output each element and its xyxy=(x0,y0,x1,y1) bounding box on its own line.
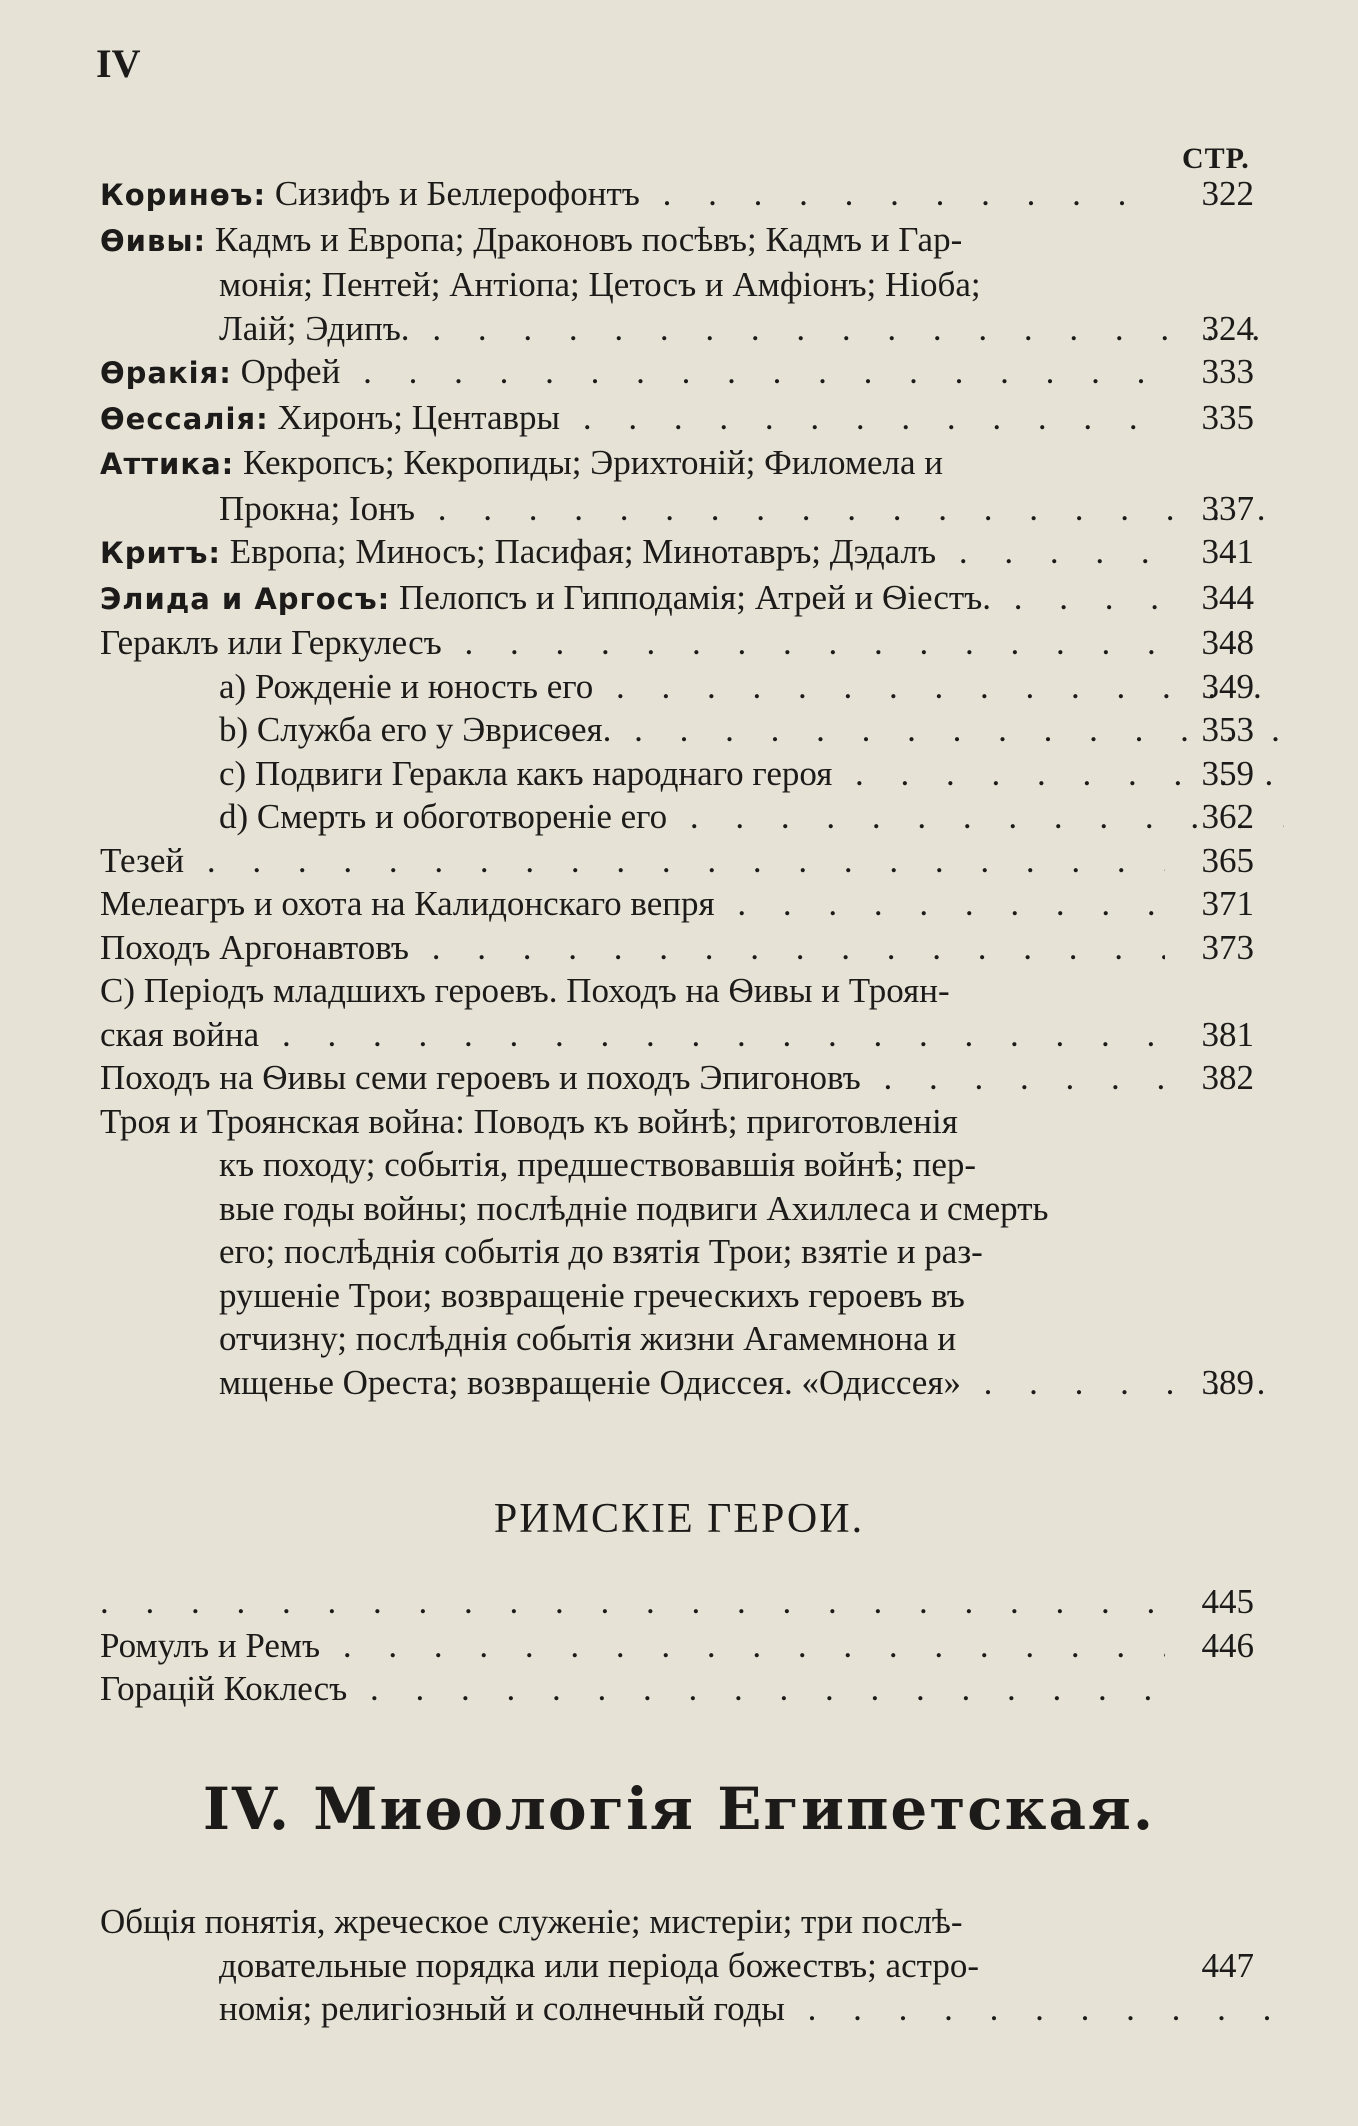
toc-entry-text xyxy=(100,218,1165,264)
toc-entry-text xyxy=(100,307,1284,351)
toc-entry xyxy=(100,218,1260,264)
toc-entry-text xyxy=(100,172,1165,218)
toc-entry-text xyxy=(100,969,1165,1013)
toc-entry-title: Походъ Аргонавтовъ xyxy=(100,927,409,967)
toc-entry-page: 344 xyxy=(1201,577,1254,617)
toc-entry-page: 445 xyxy=(1201,1582,1254,1621)
page-number: IV xyxy=(96,41,141,86)
toc-entry-page: 362 xyxy=(1201,797,1254,836)
toc-greek-heroes xyxy=(100,172,1260,1404)
toc-entry-title: Горацій Коклесъ xyxy=(100,1669,348,1708)
toc-entry xyxy=(100,441,1260,487)
toc-entry-title: Кадмъ и Европа; Драконовъ посѣвъ; Кадмъ и Гар- xyxy=(214,219,963,259)
toc-entry xyxy=(100,307,1260,351)
toc-entry-text xyxy=(100,1056,1165,1100)
toc-entry-title: ская война xyxy=(100,1014,260,1054)
toc-entry-region: Ѳракія: xyxy=(100,356,232,390)
toc-entry xyxy=(100,1580,1260,1624)
toc-entry-text xyxy=(100,1143,1284,1187)
toc-entry xyxy=(100,1230,1260,1274)
toc-entry-title: Хиронъ; Центавры xyxy=(277,397,561,437)
part-title-egyptian: IV. Миѳологія Египетская. xyxy=(202,1775,1156,1843)
toc-entry-text xyxy=(100,396,1165,442)
toc-entry xyxy=(100,1624,1260,1668)
toc-entry xyxy=(100,1317,1260,1361)
toc-roman-heroes xyxy=(100,1580,1260,1711)
toc-entry xyxy=(100,396,1260,442)
toc-entry-title: C) Періодъ младшихъ героевъ. Походъ на Ѳивы и Троян- xyxy=(100,971,950,1010)
toc-entry-page: 373 xyxy=(1201,927,1254,967)
toc-entry-title: Лаій; Эдипъ. xyxy=(219,308,410,348)
toc-entry-page: 359 xyxy=(1201,753,1254,793)
toc-entry xyxy=(100,1900,1260,1944)
toc-entry-title: довательные порядка или періода божествъ; астро- xyxy=(219,1945,980,1985)
toc-entry-text xyxy=(100,441,1165,487)
toc-entry-title: Сизифъ и Беллерофонтъ xyxy=(274,174,640,213)
toc-entry xyxy=(100,882,1260,926)
toc-entry-page: 341 xyxy=(1201,532,1254,571)
toc-entry-title: Общія понятія, жреческое служеніе; мистеріи; три послѣ- xyxy=(100,1902,963,1941)
toc-entry-page: 381 xyxy=(1201,1014,1254,1054)
toc-entry-title: Троя и Троянская война: Поводъ къ войнѣ; приготовленія xyxy=(100,1101,958,1141)
toc-entry-page: 349 xyxy=(1201,666,1254,706)
toc-entry xyxy=(100,1013,1260,1057)
toc-entry-title: вые годы войны; послѣдніе подвиги Ахиллеса и смерть xyxy=(219,1188,1049,1228)
toc-entry xyxy=(100,1274,1260,1318)
toc-egyptian xyxy=(100,1900,1260,2031)
toc-entry-text xyxy=(100,1361,1284,1405)
toc-entry-text xyxy=(100,350,1165,396)
toc-entry-page: 322 xyxy=(1201,174,1254,213)
toc-entry-title: мщенье Ореста; возвращеніе Одиссея. «Одиссея» xyxy=(219,1362,961,1402)
toc-entry-title: b) Служба его у Эврисѳея. xyxy=(219,710,612,749)
toc-entry-text xyxy=(100,1317,1284,1361)
toc-entry-text xyxy=(100,1187,1284,1231)
toc-entry-page: 389 xyxy=(1201,1362,1254,1402)
toc-entry-region: Элида и Аргосъ: xyxy=(100,581,391,616)
toc-entry-text xyxy=(100,1987,1284,2031)
toc-entry-title: Гераклъ или Геркулесъ xyxy=(100,623,442,662)
toc-entry-text xyxy=(100,1580,1165,1624)
toc-entry-region: Коринѳъ: xyxy=(100,178,267,212)
toc-entry-page: 371 xyxy=(1201,884,1254,923)
toc-entry-text xyxy=(100,576,1165,622)
toc-entry-title: Европа; Миносъ; Пасифая; Минотавръ; Дэдалъ xyxy=(229,532,937,571)
toc-entry-title: Походъ на Ѳивы семи героевъ и походъ Эпигоновъ xyxy=(100,1058,861,1097)
toc-entry-title: c) Подвиги Геракла какъ народнаго героя xyxy=(219,753,833,793)
toc-entry-text xyxy=(100,530,1165,576)
toc-entry-title: отчизну; послѣднія событія жизни Агамемнона и xyxy=(219,1319,957,1358)
toc-entry-page: 353 xyxy=(1201,710,1254,749)
toc-entry-text xyxy=(100,926,1165,970)
toc-entry xyxy=(100,1667,1260,1711)
toc-entry-title: къ походу; событія, предшествовавшія войнѣ; пер- xyxy=(219,1145,977,1184)
toc-entry-text xyxy=(100,708,1284,752)
toc-entry-page: 337 xyxy=(1201,488,1254,528)
toc-entry-text xyxy=(100,1013,1165,1057)
toc-entry xyxy=(100,1100,1260,1144)
toc-entry-title: a) Рожденіе и юность его xyxy=(219,666,594,706)
toc-entry-title: Ромулъ и Ремъ xyxy=(100,1625,321,1665)
toc-entry xyxy=(100,350,1260,396)
toc-entry-text xyxy=(100,1230,1284,1274)
toc-entry-text xyxy=(100,487,1284,531)
toc-entry-title: его; послѣднія событія до взятія Трои; взятіе и раз- xyxy=(219,1232,983,1271)
toc-entry-title: Кекропсъ; Кекропиды; Эрихтоній; Филомела и xyxy=(242,443,943,482)
toc-entry xyxy=(100,263,1260,307)
toc-entry-page: 446 xyxy=(1201,1625,1254,1665)
page-column-label: СТР. xyxy=(1182,142,1250,175)
toc-entry-text xyxy=(100,263,1284,307)
toc-entry-page: 447 xyxy=(1201,1945,1254,1985)
toc-entry-text xyxy=(100,1624,1165,1668)
toc-entry xyxy=(100,172,1260,218)
toc-entry-text xyxy=(100,752,1284,796)
toc-entry-page: 382 xyxy=(1201,1058,1254,1097)
toc-entry xyxy=(100,487,1260,531)
toc-entry-text xyxy=(100,795,1284,839)
toc-entry xyxy=(100,839,1260,883)
toc-entry xyxy=(100,708,1260,752)
toc-entry-title: Тезей xyxy=(100,840,185,880)
toc-entry xyxy=(100,1143,1260,1187)
toc-entry-title: Пелопсъ и Гипподамія; Атрей и Ѳіестъ. xyxy=(398,577,992,617)
toc-entry-page: 335 xyxy=(1201,397,1254,437)
toc-entry xyxy=(100,1944,1260,1988)
toc-entry xyxy=(100,621,1260,665)
toc-entry xyxy=(100,926,1260,970)
toc-entry xyxy=(100,969,1260,1013)
toc-entry-text xyxy=(100,1667,1165,1711)
toc-entry-title: монія; Пентей; Антіопа; Цетосъ и Амфіонъ; Ніоба; xyxy=(219,265,981,304)
toc-entry-page: 324 xyxy=(1201,308,1254,348)
toc-entry xyxy=(100,1987,1260,2031)
toc-entry-text xyxy=(100,1944,1284,1988)
toc-entry xyxy=(100,1361,1260,1405)
toc-entry xyxy=(100,752,1260,796)
toc-entry-text xyxy=(100,621,1165,665)
toc-entry-title: d) Смерть и обоготвореніе его xyxy=(219,797,668,836)
toc-entry-text xyxy=(100,1274,1284,1318)
toc-entry xyxy=(100,576,1260,622)
toc-entry-title: номія; религіозный и солнечный годы xyxy=(219,1989,785,2028)
toc-entry-region: Ѳессалія: xyxy=(100,401,269,436)
toc-entry-text xyxy=(100,882,1165,926)
toc-entry-page: 333 xyxy=(1201,352,1254,391)
toc-entry-region: Ѳивы: xyxy=(100,223,207,258)
toc-entry-text xyxy=(100,839,1165,883)
toc-entry-text xyxy=(100,1100,1165,1144)
section-title-roman: РИМСКІЕ ГЕРОИ. xyxy=(493,1496,865,1542)
toc-entry xyxy=(100,795,1260,839)
toc-entry xyxy=(100,1056,1260,1100)
toc-entry-page: 348 xyxy=(1201,623,1254,662)
toc-entry-page: 365 xyxy=(1201,840,1254,880)
toc-entry-region: Критъ: xyxy=(100,536,221,570)
toc-entry-title: Прокна; Іонъ xyxy=(219,488,416,528)
toc-entry-text xyxy=(100,665,1284,709)
toc-entry xyxy=(100,665,1260,709)
toc-entry-title: Орфей xyxy=(240,352,341,391)
toc-entry xyxy=(100,530,1260,576)
toc-entry-title: Мелеагръ и охота на Калидонскаго вепря xyxy=(100,884,715,923)
toc-entry-region: Аттика: xyxy=(100,447,235,481)
toc-entry-text xyxy=(100,1900,1165,1944)
toc-entry xyxy=(100,1187,1260,1231)
toc-entry-title: рушеніе Трои; возвращеніе греческихъ героевъ въ xyxy=(219,1275,965,1315)
